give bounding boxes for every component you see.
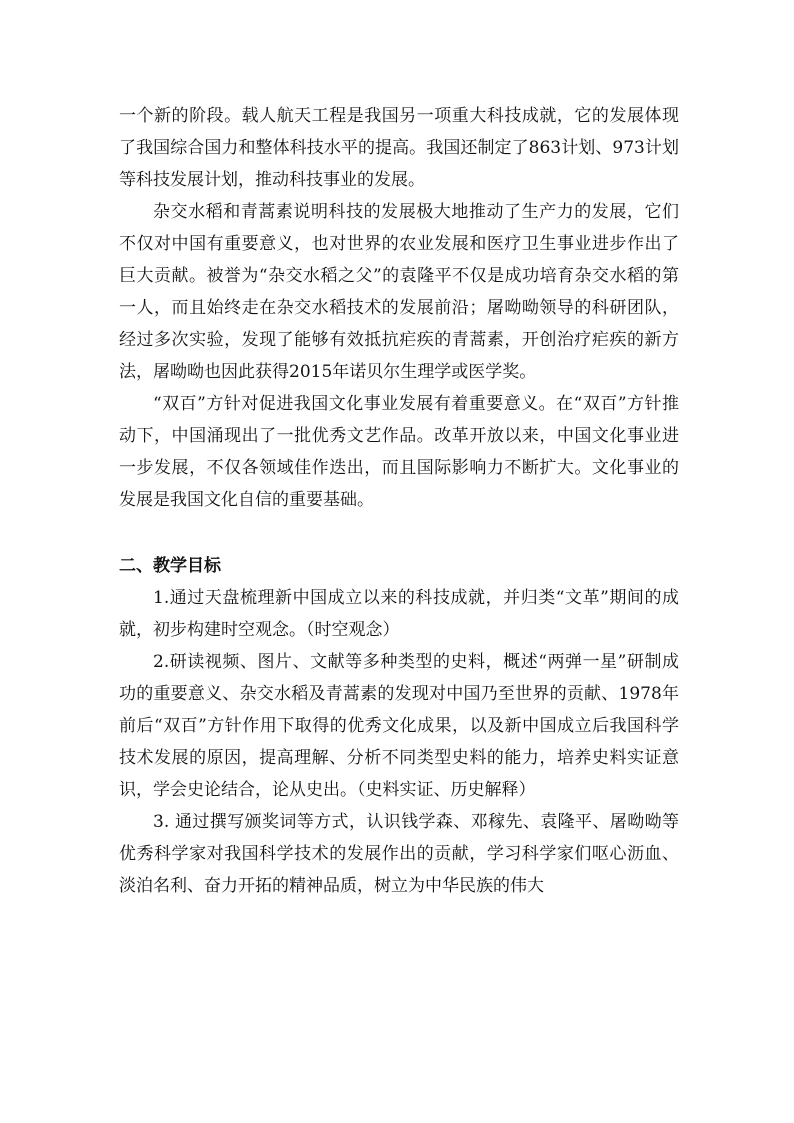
paragraph-intro-continuation: 一个新的阶段。载人航天工程是我国另一项重大科技成就，它的发展体现了我国综合国力和整体科技水平的提高。我国还制定了863计划、973计划等科技发展计划，推动科技事业的发展。 <box>119 106 679 190</box>
section-heading: 二、教学目标 <box>119 556 221 576</box>
document-body <box>119 100 679 902</box>
objective-item-1: 1.通过天盘梳理新中国成立以来的科技成就，并归类“文革”期间的成就，初步构建时空观念。（时空观念） <box>119 588 679 640</box>
section-spacer <box>119 516 679 550</box>
objective-item-3: 3. 通过撰写颁奖词等方式，认识钱学森、邓稼先、袁隆平、屠呦呦等优秀科学家对我国科学技术的发展作出的贡献，学习科学家们呕心沥血、淡泊名利、奋力开拓的精神品质，树立为中华民族的伟大 <box>119 812 679 896</box>
paragraph-hybrid-rice-artemisinin: 杂交水稻和青蒿素说明科技的发展极大地推动了生产力的发展，它们不仅对中国有重要意义，也对世界的农业发展和医疗卫生事业进步作出了巨大贡献。被誉为“杂交水稻之父”的袁隆平不仅是成功培育杂交水稻的第一人，而且始终走在杂交水稻技术的发展前沿；屠呦呦领导的科研团队，经过多次实验，发现了能够有效抵抗疟疾的青蒿素，开创治疗疟疾的新方法，屠呦呦也因此获得2015年诺贝尔生理学或医学奖。 <box>119 202 679 382</box>
paragraph-double-hundred-policy: “双百”方针对促进我国文化事业发展有着重要意义。在“双百”方针推动下，中国涌现出了一批优秀文艺作品。改革开放以来，中国文化事业进一步发展，不仅各领域佳作迭出，而且国际影响力不断扩大。文化事业的发展是我国文化自信的重要基础。 <box>119 394 679 510</box>
objective-item-2: 2.研读视频、图片、文献等多种类型的史料，概述“两弹一星”研制成功的重要意义、杂交水稻及青蒿素的发现对中国乃至世界的贡献、1978年前后“双百”方针作用下取得的优秀文化成果，以及新中国成立后我国科学技术发展的原因，提高理解、分析不同类型史料的能力，培养史料实证意识，学会史论结合，论从史出。（史料实证、历史解释） <box>119 652 679 800</box>
